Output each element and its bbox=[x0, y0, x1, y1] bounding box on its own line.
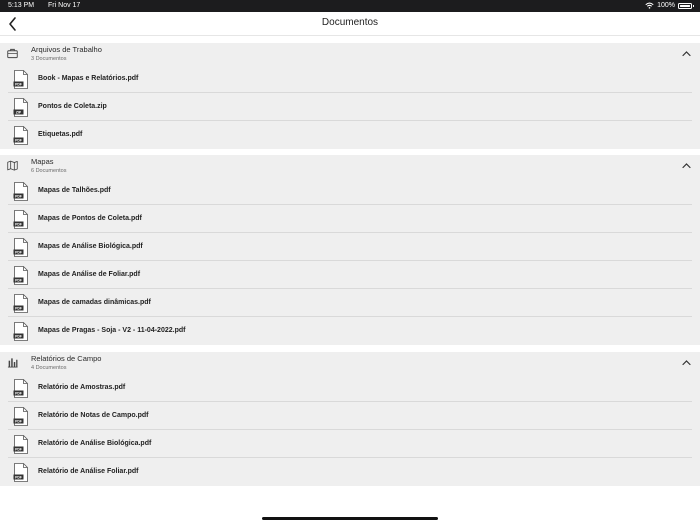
file-row[interactable] bbox=[0, 430, 700, 458]
file-row[interactable] bbox=[0, 402, 700, 430]
section-title: Relatórios de Campo bbox=[31, 354, 102, 363]
pdf-file-icon bbox=[13, 126, 29, 145]
pdf-file-icon bbox=[13, 266, 29, 285]
section-count: 6 Documentos bbox=[31, 167, 67, 174]
svg-text:PDF: PDF bbox=[15, 278, 22, 283]
file-row[interactable] bbox=[0, 289, 700, 317]
svg-text:PDF: PDF bbox=[15, 419, 22, 424]
pdf-file-icon bbox=[13, 210, 29, 229]
file-row[interactable] bbox=[0, 65, 700, 93]
pdf-file-icon bbox=[13, 435, 29, 454]
chevron-up-icon[interactable] bbox=[682, 162, 691, 169]
wifi-icon bbox=[645, 2, 654, 9]
chevron-up-icon[interactable] bbox=[682, 50, 691, 57]
pdf-file-icon bbox=[13, 407, 29, 426]
svg-text:PDF: PDF bbox=[15, 250, 22, 255]
svg-text:PDF: PDF bbox=[15, 194, 22, 199]
pdf-file-icon bbox=[13, 182, 29, 201]
battery-icon bbox=[678, 3, 692, 9]
file-name: Mapas de Talhões.pdf bbox=[38, 187, 111, 194]
file-name: Relatório de Análise Biológica.pdf bbox=[38, 440, 152, 447]
file-row[interactable] bbox=[0, 458, 700, 486]
svg-text:PDF: PDF bbox=[15, 222, 22, 227]
briefcase-icon bbox=[7, 48, 18, 59]
file-row[interactable] bbox=[0, 177, 700, 205]
svg-text:PDF: PDF bbox=[15, 391, 22, 396]
pdf-file-icon bbox=[13, 70, 29, 89]
file-name: Etiquetas.pdf bbox=[38, 131, 83, 138]
file-name: Relatório de Análise Foliar.pdf bbox=[38, 468, 139, 475]
section-title: Mapas bbox=[31, 157, 54, 166]
status-bar bbox=[0, 0, 700, 12]
section-count: 3 Documentos bbox=[31, 55, 67, 62]
status-date: Fri Nov 17 bbox=[48, 2, 81, 9]
section-header-relatorios-de-campo[interactable] bbox=[0, 352, 700, 374]
navigation-bar bbox=[0, 12, 700, 36]
file-row[interactable] bbox=[0, 121, 700, 149]
map-icon bbox=[7, 160, 18, 171]
page-title: Documentos bbox=[321, 17, 379, 28]
pdf-file-icon bbox=[13, 294, 29, 313]
svg-text:PDF: PDF bbox=[15, 138, 22, 143]
file-row[interactable] bbox=[0, 93, 700, 121]
bar-chart-icon bbox=[7, 357, 18, 368]
file-name: Book - Mapas e Relatórios.pdf bbox=[38, 75, 139, 82]
status-time: 5:13 PM bbox=[8, 2, 35, 9]
section-header-mapas[interactable] bbox=[0, 155, 700, 177]
file-row[interactable] bbox=[0, 233, 700, 261]
svg-text:PDF: PDF bbox=[15, 334, 22, 339]
pdf-file-icon bbox=[13, 379, 29, 398]
section-header-arquivos-de-trabalho[interactable] bbox=[0, 43, 700, 65]
file-name: Mapas de Análise Biológica.pdf bbox=[38, 243, 143, 250]
svg-text:PDF: PDF bbox=[15, 306, 22, 311]
file-row[interactable] bbox=[0, 261, 700, 289]
file-name: Mapas de Pontos de Coleta.pdf bbox=[38, 215, 142, 222]
battery-percent: 100% bbox=[657, 2, 675, 9]
svg-text:ZIP: ZIP bbox=[15, 110, 22, 115]
file-row[interactable] bbox=[0, 317, 700, 345]
chevron-up-icon[interactable] bbox=[682, 359, 691, 366]
svg-text:PDF: PDF bbox=[15, 447, 22, 452]
file-name: Mapas de Análise de Foliar.pdf bbox=[38, 271, 141, 278]
file-name: Relatório de Amostras.pdf bbox=[38, 384, 126, 391]
section-title: Arquivos de Trabalho bbox=[31, 45, 102, 54]
file-row[interactable] bbox=[0, 374, 700, 402]
file-row[interactable] bbox=[0, 205, 700, 233]
file-name: Mapas de Pragas - Soja - V2 - 11-04-2022.pdf bbox=[38, 327, 186, 334]
file-name: Relatório de Notas de Campo.pdf bbox=[38, 412, 149, 419]
svg-text:PDF: PDF bbox=[15, 82, 22, 87]
zip-file-icon bbox=[13, 98, 29, 117]
section-count: 4 Documentos bbox=[31, 364, 67, 371]
pdf-file-icon bbox=[13, 238, 29, 257]
file-name: Mapas de camadas dinâmicas.pdf bbox=[38, 299, 151, 306]
home-indicator[interactable] bbox=[262, 517, 438, 520]
pdf-file-icon bbox=[13, 322, 29, 341]
file-name: Pontos de Coleta.zip bbox=[38, 103, 107, 110]
pdf-file-icon bbox=[13, 463, 29, 482]
svg-text:PDF: PDF bbox=[15, 475, 22, 480]
